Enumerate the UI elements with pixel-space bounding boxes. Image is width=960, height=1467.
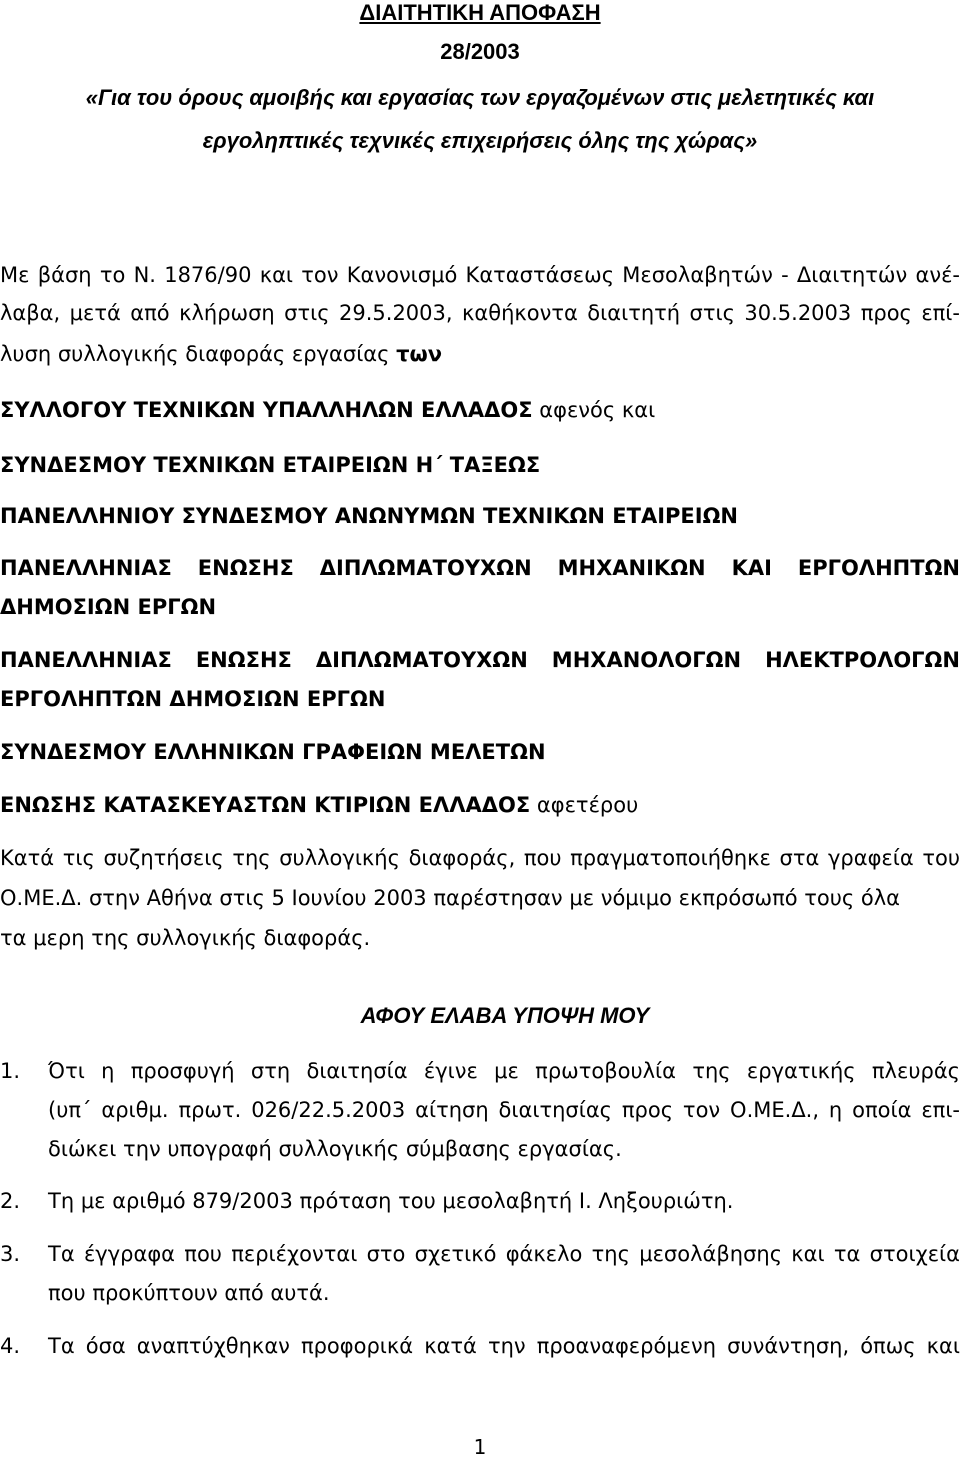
party-2: ΣΥΝΔΕΣΜΟΥ ΤΕΧΝΙΚΩΝ ΕΤΑΙΡΕΙΩΝ Η΄ ΤΑΞΕΩΣ xyxy=(0,453,541,477)
item-1-line-2: (υπ΄ αριθμ. πρωτ. 026/22.5.2003 αίτηση διαιτησίας προς τον Ο.ΜΕ.Δ., η οποία επι- xyxy=(48,1098,960,1122)
decision-number: 28/2003 xyxy=(440,39,520,64)
party-4-line-1: ΠΑΝΕΛΛΗΝΙΑΣ ΕΝΩΣΗΣ ΔΙΠΛΩΜΑΤΟΥΧΩΝ ΜΗΧΑΝΙΚΩΝ ΚΑΙ ΕΡΓΟΛΗΠΤΩΝ xyxy=(0,556,960,580)
party-7-suffix: αφετέρου xyxy=(530,793,639,817)
considerations-heading: ΑΦΟΥ ΕΛΑΒΑ ΥΠΟΨΗ ΜΟΥ xyxy=(360,1003,650,1028)
discussion-line-2: Ο.ΜΕ.Δ. στην Αθήνα στις 5 Ιουνίου 2003 παρέστησαν με νόμιμο εκπρόσωπό τους όλα xyxy=(0,886,901,910)
item-1-number: 1. xyxy=(0,1059,21,1083)
item-4-number: 4. xyxy=(0,1334,21,1358)
party-3: ΠΑΝΕΛΛΗΝΙΟΥ ΣΥΝΔΕΣΜΟΥ ΑΝΩΝΥΜΩΝ ΤΕΧΝΙΚΩΝ ΕΤΑΙΡΕΙΩΝ xyxy=(0,504,738,528)
item-3-line-1: Τα έγγραφα που περιέχονται στο σχετικό φάκελο της μεσολάβησης και τα στοιχεία xyxy=(48,1242,960,1266)
party-4-line-2: ΔΗΜΟΣΙΩΝ ΕΡΓΩΝ xyxy=(0,595,217,619)
item-2-line-1: Τη με αριθμό 879/2003 πρόταση του μεσολαβητή Ι. Ληξουριώτη. xyxy=(48,1189,734,1213)
item-2-number: 2. xyxy=(0,1189,21,1213)
item-4-line-1: Τα όσα αναπτύχθηκαν προφορικά κατά την προαναφερόμενη συνάντηση, όπως και xyxy=(48,1334,960,1358)
party-1-name: ΣΥΛΛΟΓΟΥ ΤΕΧΝΙΚΩΝ ΥΠΑΛΛΗΛΩΝ ΕΛΛΑΔΟΣ xyxy=(0,398,533,422)
party-7-name: ΕΝΩΣΗΣ ΚΑΤΑΣΚΕΥΑΣΤΩΝ ΚΤΙΡΙΩΝ ΕΛΛΑΔΟΣ xyxy=(0,793,531,817)
party-1 xyxy=(0,395,960,425)
intro-line-1: Με βάση το Ν. 1876/90 και τον Κανονισμό Καταστάσεως Μεσολαβητών - Διαιτητών ανέ- xyxy=(0,263,960,287)
intro-line-3 xyxy=(0,339,960,369)
subtitle-line-2: εργοληπτικές τεχνικές επιχειρήσεις όλης της χώρας» xyxy=(202,128,758,153)
party-7 xyxy=(0,790,960,820)
intro-line-2: λαβα, μετά από κλήρωση στις 29.5.2003, καθήκοντα διαιτητή στις 30.5.2003 προς επί- xyxy=(0,301,960,325)
party-1-suffix: αφενός και xyxy=(532,398,656,422)
party-5-line-2: ΕΡΓΟΛΗΠΤΩΝ ΔΗΜΟΣΙΩΝ ΕΡΓΩΝ xyxy=(0,687,386,711)
page-number: 1 xyxy=(473,1435,487,1459)
item-1-line-3: διώκει την υπογραφή συλλογικής σύμβασης εργασίας. xyxy=(48,1137,622,1161)
party-5-line-1: ΠΑΝΕΛΛΗΝΙΑΣ ΕΝΩΣΗΣ ΔΙΠΛΩΜΑΤΟΥΧΩΝ ΜΗΧΑΝΟΛΟΓΩΝ ΗΛΕΚΤΡΟΛΟΓΩΝ xyxy=(0,648,960,672)
discussion-line-1: Κατά τις συζητήσεις της συλλογικής διαφοράς, που πραγματοποιήθηκε στα γραφεία του xyxy=(0,846,960,870)
discussion-line-3: τα μερη της συλλογικής διαφοράς. xyxy=(0,926,371,950)
item-3-line-2: που προκύπτουν από αυτά. xyxy=(48,1281,330,1305)
subtitle-line-1: «Για του όρους αμοιβής και εργασίας των εργαζομένων στις μελετητικές και xyxy=(85,85,875,110)
party-6: ΣΥΝΔΕΣΜΟΥ ΕΛΛΗΝΙΚΩΝ ΓΡΑΦΕΙΩΝ ΜΕΛΕΤΩΝ xyxy=(0,740,546,764)
item-3-number: 3. xyxy=(0,1242,21,1266)
intro-line-3-text: λυση συλλογικής διαφοράς εργασίας xyxy=(0,342,397,366)
document-title: ΔΙΑΙΤΗΤΙΚΗ ΑΠΟΦΑΣΗ xyxy=(359,0,601,25)
intro-line-3-bold: των xyxy=(396,342,443,366)
item-1-line-1: Ότι η προσφυγή στη διαιτησία έγινε με πρωτοβουλία της εργατικής πλευράς xyxy=(48,1059,960,1083)
